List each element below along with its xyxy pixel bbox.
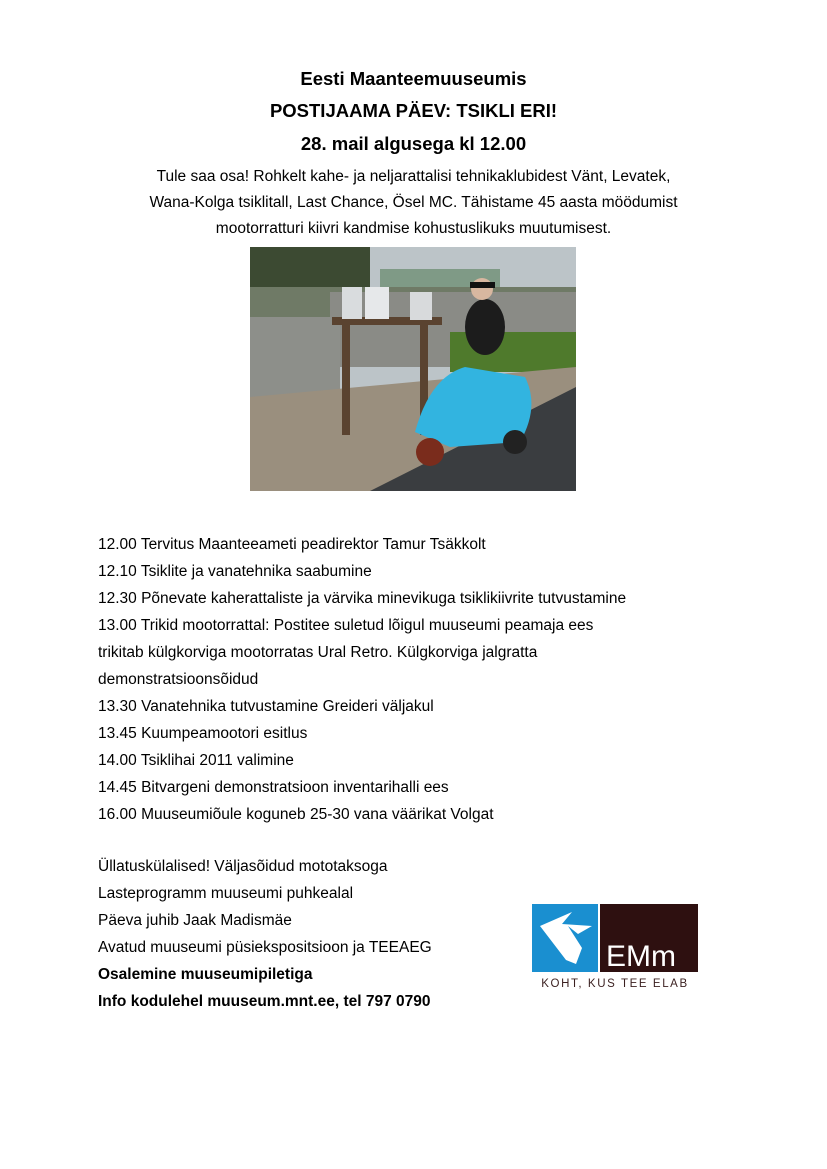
intro-line: mootorratturi kiivri kandmise kohustuslikuks muutumisest.	[215, 220, 612, 237]
title-event: POSTIJAAMA PÄEV: TSIKLI ERI!	[269, 100, 558, 121]
extra-item: Lasteprogramm muuseumi puhkealal	[98, 885, 354, 902]
schedule-item: 13.45 Kuumpeamootori esitlus	[98, 725, 308, 742]
contact-info: Info kodulehel muuseum.mnt.ee, tel 797 0790	[98, 993, 431, 1010]
schedule-item: 12.30 Põnevate kaherattaliste ja värvika minevikuga tsiklikiivrite tutvustamine	[98, 590, 627, 607]
scooter-photo	[250, 247, 576, 491]
intro-line: Wana-Kolga tsiklitall, Last Chance, Ösel MC. Tähistame 45 aasta möödumist	[149, 194, 678, 211]
logo-tagline: KOHT, KUS TEE ELAB	[541, 978, 689, 990]
schedule-item: 14.45 Bitvargeni demonstratsioon inventarihalli ees	[98, 779, 449, 796]
schedule-item: trikitab külgkorviga mootorratas Ural Retro. Külgkorviga jalgratta	[98, 644, 538, 661]
intro-paragraph	[0, 164, 827, 242]
title-museum: Eesti Maanteemuuseumis	[300, 68, 527, 89]
schedule-item: 13.30 Vanatehnika tutvustamine Greideri väljakul	[98, 698, 434, 715]
schedule-item: 12.10 Tsiklite ja vanatehnika saabumine	[98, 563, 372, 580]
extra-item: Päeva juhib Jaak Madismäe	[98, 912, 292, 929]
schedule-item: demonstratsioonsõidud	[98, 671, 259, 688]
title-date: 28. mail algusega kl 12.00	[300, 133, 527, 154]
intro-line: Tule saa osa! Rohkelt kahe- ja neljarattalisi tehnikaklubidest Vänt, Levatek,	[156, 168, 671, 185]
schedule-item: 14.00 Tsiklihai 2011 valimine	[98, 752, 294, 769]
admission-note: Osalemine muuseumipiletiga	[98, 966, 313, 983]
schedule-item: 12.00 Tervitus Maanteeameti peadirektor Tamur Tsäkkolt	[98, 536, 486, 553]
extra-item: Üllatuskülalised! Väljasõidud mototaksoga	[98, 858, 388, 875]
schedule-item: 13.00 Trikid mootorrattal: Postitee suletud lõigul muuseumi peamaja ees	[98, 617, 594, 634]
emm-logo	[532, 904, 698, 972]
logo-mark-text: EMm	[606, 940, 676, 972]
schedule-item: 16.00 Muuseumiõule koguneb 25-30 vana väärikat Volgat	[98, 806, 494, 823]
extra-item: Avatud muuseumi püsiekspositsioon ja TEEAEG	[98, 939, 432, 956]
